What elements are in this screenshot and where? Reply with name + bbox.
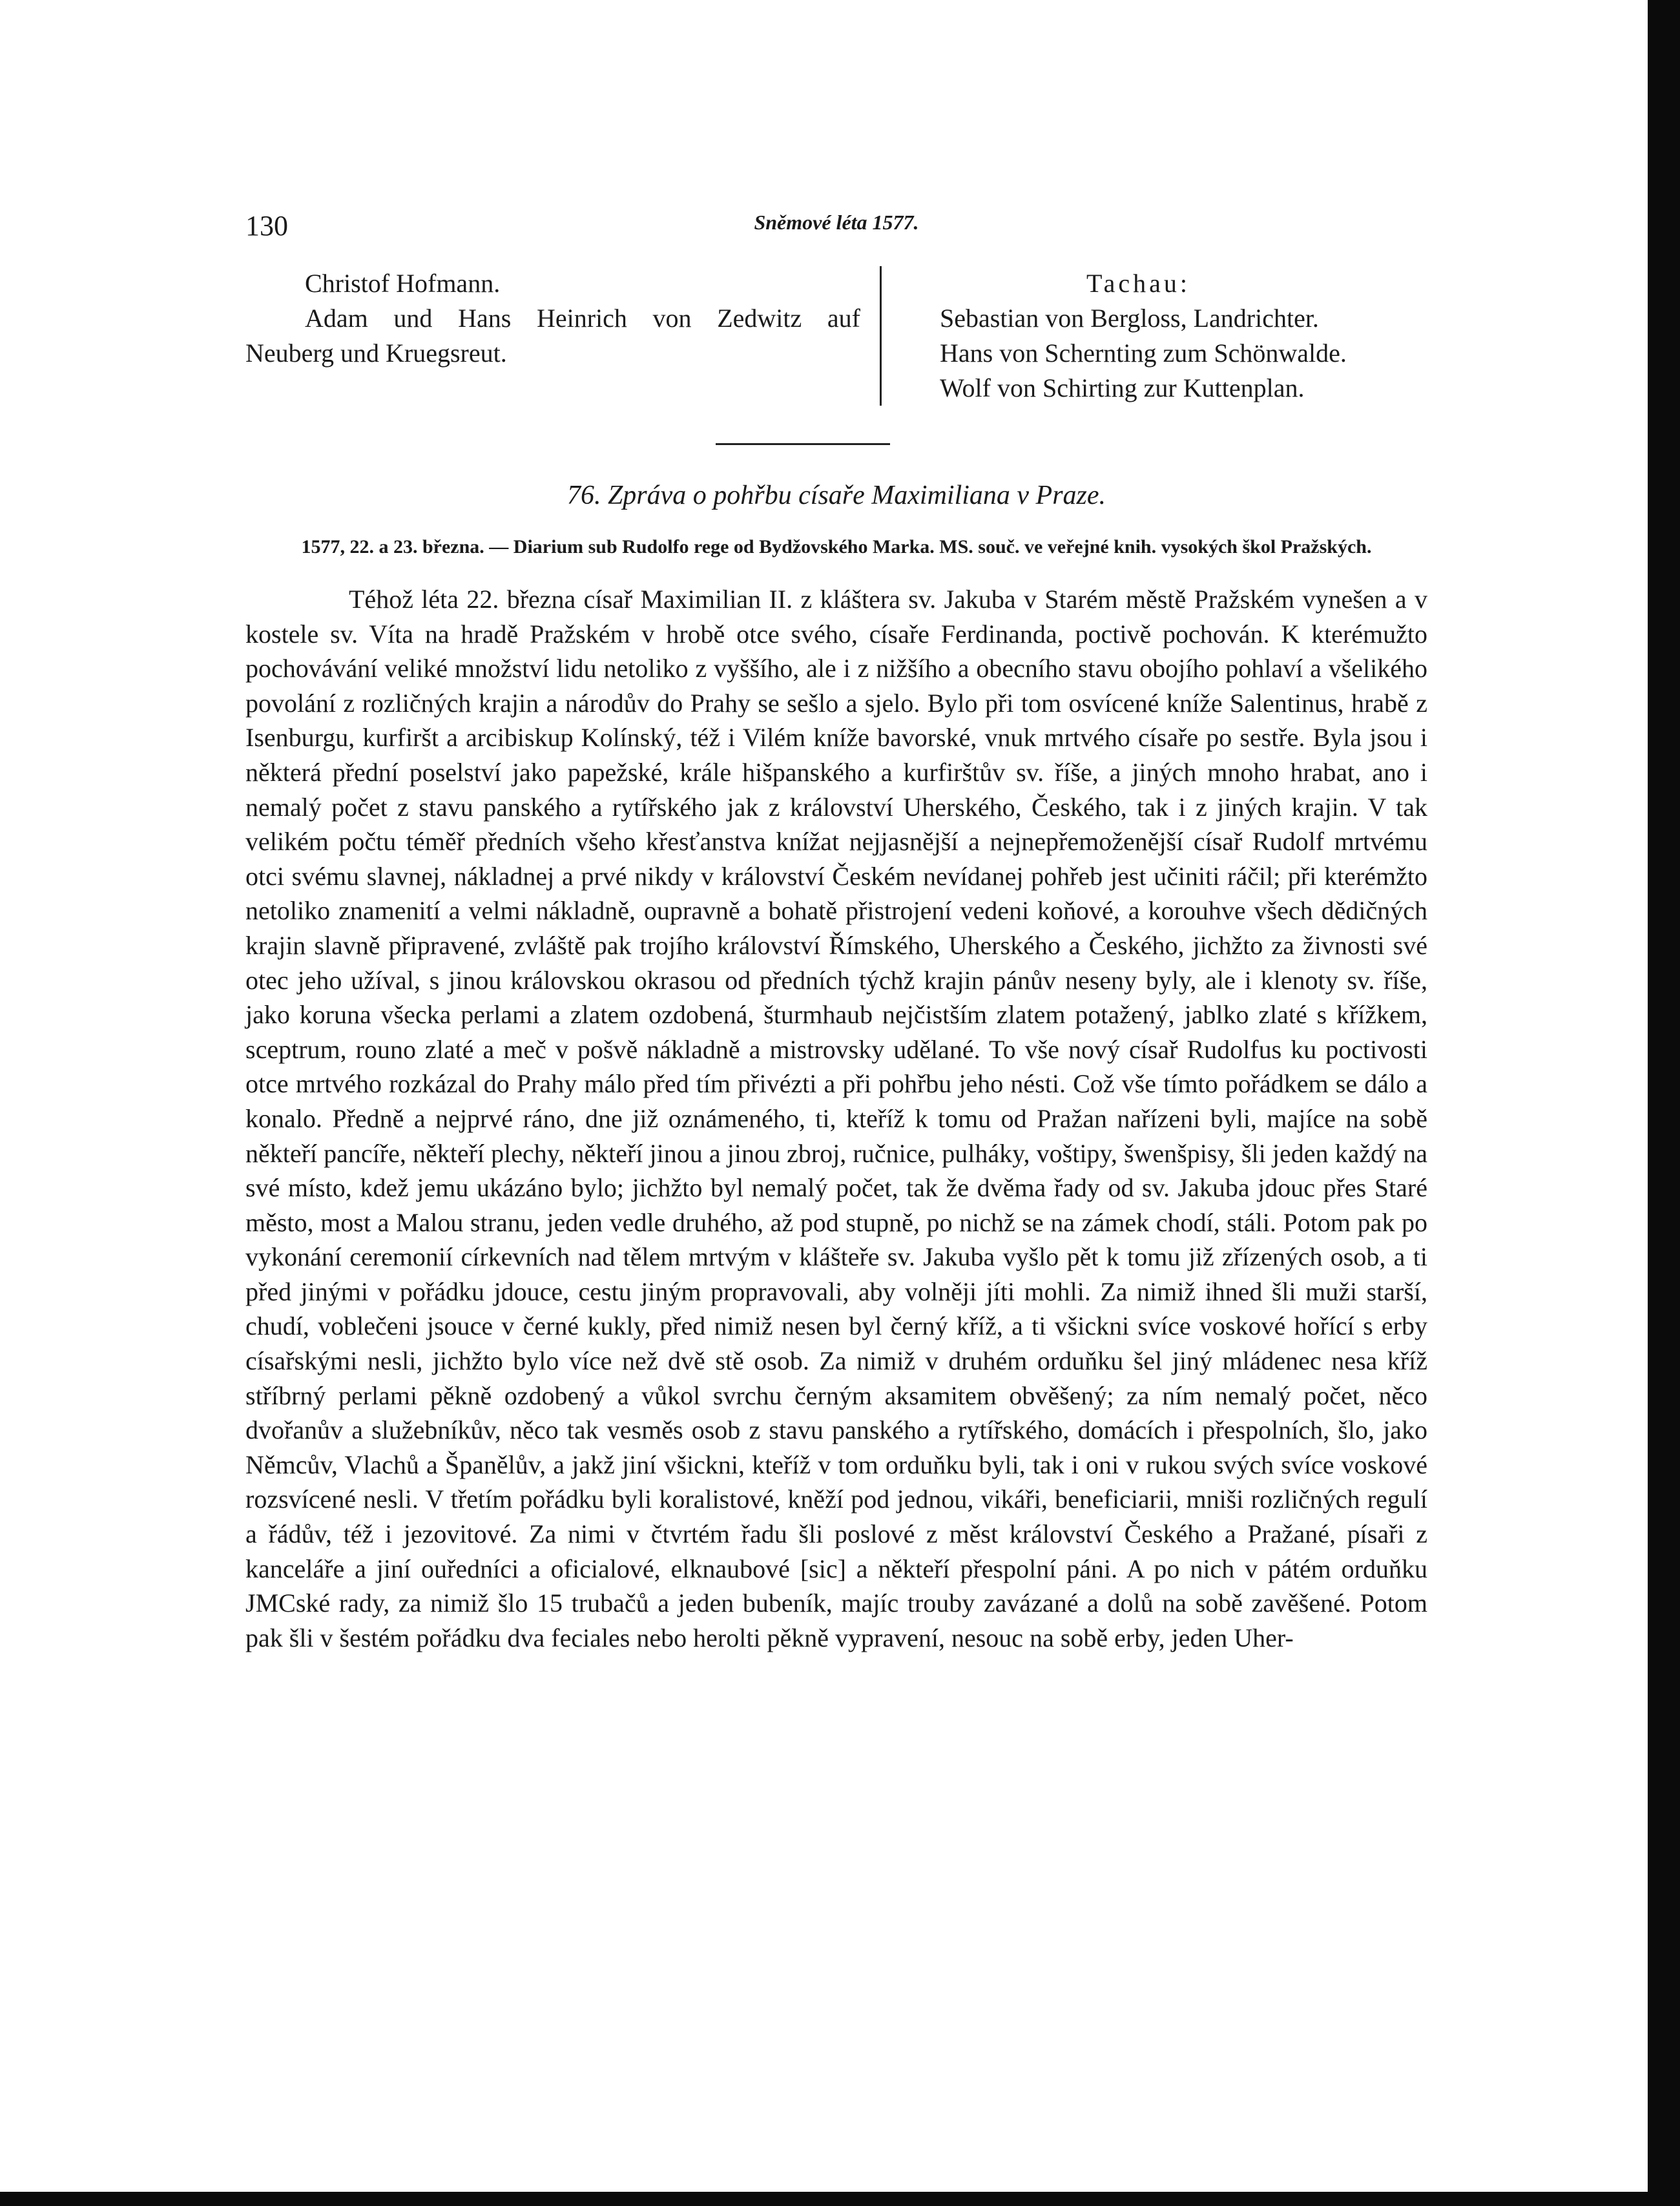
names-right-column [882, 266, 1427, 406]
names-left-column [245, 266, 882, 406]
place-heading: Tachau: [1086, 269, 1190, 298]
document-source-note: 1577, 22. a 23. března. — Diarium sub Rudolfo rege od Bydžovského Marka. MS. souč. ve veřejné knih. vysokých škol Pražských. [301, 536, 1372, 557]
scan-border-right [1648, 0, 1680, 2206]
name-line: Neuberg und Kruegsreut. [245, 338, 507, 368]
document-number: 76. [566, 481, 601, 510]
name-line: Christof Hofmann. [305, 269, 501, 298]
running-title: Sněmové léta 1577. [754, 211, 919, 234]
scan-border-bottom [0, 2192, 1680, 2206]
name-line: Hans von Schernting zum Schönwalde. [940, 338, 1347, 368]
name-line: Wolf von Schirting zur Kuttenplan. [940, 373, 1305, 402]
page-header [245, 194, 1427, 242]
name-line: Sebastian von Bergloss, Landrichter. [940, 304, 1319, 333]
name-line: Adam und Hans Heinrich von Zedwitz auf [305, 304, 860, 333]
section-separator [716, 443, 890, 445]
document-heading [245, 480, 1427, 511]
document-title: Zpráva o pohřbu císaře Maximiliana v Praze. [607, 481, 1106, 510]
book-page [245, 194, 1427, 1655]
document-body: Téhož léta 22. března císař Maximilian II. z kláštera sv. Jakuba v Starém městě Pražském vynešen a v kostele sv. Víta na hradě Pražském v hrobě otce svého, císaře Ferdinanda, poctivě pochován. K kterémužto pochovávání veliké množství lidu netoliko z vyššího, ale i z nižšího a obecního stavu obojího pohlaví a všelikého povolání z rozličných krajin a národův do Prahy se sešlo a sjelo. Bylo při tom osvícené kníže Salentinus, hrabě z Isenburgu, kurfiršt a arcibiskup Kolínský, též i Vilém kníže bavorské, vnuk mrtvého císaře po sestře. Byla jsou i některá přední poselství jako papežské, krále hišpanského a kurfirštův sv. říše, a jiných mnoho hrabat, ano i nemalý počet z stavu panského a rytířského jak z království Uherského, Českého, tak i z jiných krajin. V tak velikém počtu téměř předních všeho křesťanstva knížat nejjasnější a nejnepřemoženější císař Rudolf mrtvému otci svému slavnej, nákladnej a prvé nikdy v království Českém nevídanej pohřeb jest učiniti ráčil; při kterémžto netoliko znamenití a velmi nákladně, oupravně a bohatě přistrojení vedeni koňové, a korouhve všech dědičných krajin slavně připravené, zvláště pak trojího království Římského, Uherského a Českého, jichžto za živnosti své otec jeho užíval, s jinou královskou okrasou od předních týchž krajin pánův neseny byly, ale i klenoty sv. říše, jako koruna všecka perlami a zlatem ozdobená, šturmhaub nejčistším zlatem potažený, jablko zlaté s křížkem, sceptrum, rouno zlaté a meč v pošvě nákladně a mistrovsky udělané. To vše nový císař Rudolfus ku poctivosti otce mrtvého rozkázal do Prahy málo před tím přivézti a při pohřbu jeho nésti. Což vše tímto pořádkem se dálo a konalo. Předně a nejprvé ráno, dne již oznámeného, ti, kteříž k tomu od Pražan nařízeni byli, majíce na sobě někteří pancíře, někteří plechy, někteří jinou a jinou zbroj, ručnice, pulháky, voštipy, šwenšpisy, šli jeden každý na své místo, kdež jemu ukázáno bylo; jichžto byl nemalý počet, tak že dvěma řady od sv. Jakuba jdouc přes Staré město, most a Malou stranu, jeden vedle druhého, až pod stupně, po nichž se na zámek chodí, stáli. Potom pak po vykonání ceremonií církevních nad tělem mrtvým v klášteře sv. Jakuba vyšlo pět k tomu již zřízených osob, a ti před jinými v pořádku jdouce, cestu jiným propravovali, aby volněji jíti mohli. Za nimiž ihned šli muži starší, chudí, voblečeni jsouce v černé kukly, před nimiž nesen byl černý kříž, a ti všickni svíce voskové hořící s erby císařskými nesli, jichžto bylo více než dvě stě osob. Za nimiž v druhém orduňku šel jiný mládenec nesa kříž stříbrný perlami pěkně ozdobený a vůkol svrchu černým aksamitem obvěšený; za ním nemalý počet, něco dvořanův a služebníkův, něco tak vesměs osob z stavu panského a rytířského, domácích i přespolních, šlo, jako Němcův, Vlachů a Španělův, a jakž jiní všickni, kteříž v tom orduňku byli, tak i oni v rukou svých svíce voskové rozsvícené nesli. V třetím pořádku byli koralistové, kněží pod jednou, vikáři, beneficiarii, mniši rozličných regulí a řádův, též i jezovitové. Za nimi v čtvrtém řadu šli poslové z měst království Českého a Pražané, písaři z kanceláře a jiní ouředníci a oficialové, elknaubové [sic] a někteří přespolní páni. A po nich v pátém orduňku JMCské rady, za nimiž šlo 15 trubačů a jeden bubeník, majíc trouby zavázané a dolů na sobě zavěšené. Potom pak šli v šestém pořádku dva feciales nebo herolti pěkně vypravení, nesouc na sobě erby, jeden Uher- [245, 585, 1427, 1652]
names-list [245, 266, 1427, 406]
page-number: 130 [245, 210, 288, 242]
